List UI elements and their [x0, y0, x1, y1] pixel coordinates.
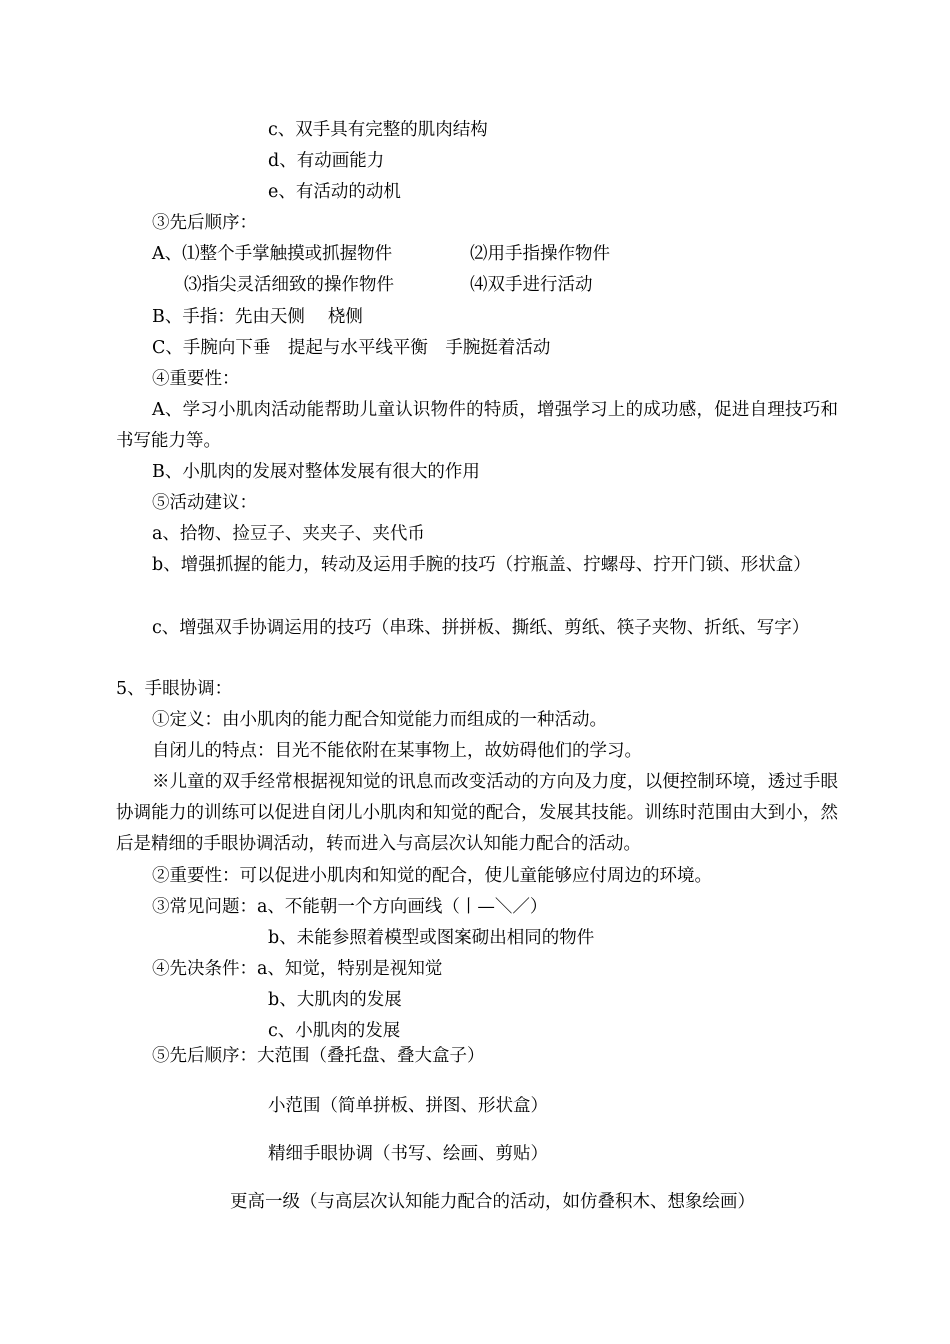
list-item: A、⑴整个手掌触摸或抓握物件	[152, 244, 393, 264]
list-item: ⑷双手进行活动	[470, 275, 593, 295]
section-heading: ⑤活动建议：	[152, 493, 257, 513]
paragraph: B、小肌肉的发展对整体发展有很大的作用	[152, 462, 480, 482]
list-item: b、增强抓握的能力，转动及运用手腕的技巧（拧瓶盖、拧螺母、拧开门锁、形状盒）	[152, 555, 811, 575]
list-item: ④先决条件：a、知觉，特别是视知觉	[152, 959, 443, 979]
paragraph: 自闭儿的特点：目光不能依附在某事物上，故妨碍他们的学习。	[152, 741, 642, 761]
paragraph: A、学习小肌肉活动能帮助儿童认识物件的特质，增强学习上的成功感，促进自理技巧和书写能力等。	[116, 400, 838, 451]
paragraph: ※儿童的双手经常根据视知觉的讯息而改变活动的方向及力度，以便控制环境，透过手眼协调能力的训练可以促进自闭儿小肌肉和知觉的配合，发展其技能。训练时范围由大到小，然后是精细的手眼协调活动，转而进入与高层次认知能力配合的活动。	[116, 772, 838, 854]
section-heading: ③先后顺序：	[152, 213, 257, 233]
list-item: b、大肌肉的发展	[268, 990, 402, 1010]
list-item: ⑶指尖灵活细致的操作物件	[184, 275, 394, 295]
paragraph: ②重要性：可以促进小肌肉和知觉的配合，使儿童能够应付周边的环境。	[152, 866, 712, 886]
section-heading: 5、手眼协调：	[116, 679, 233, 699]
list-item: 精细手眼协调（书写、绘画、剪贴）	[268, 1144, 548, 1164]
list-item: 小范围（简单拼板、拼图、形状盒）	[268, 1096, 548, 1116]
list-item: ③常见问题：a、不能朝一个方向画线（丨—＼／）	[152, 897, 548, 917]
list-item: e、有活动的动机	[268, 182, 401, 202]
paragraph: ①定义：由小肌肉的能力配合知觉能力而组成的一种活动。	[152, 710, 607, 730]
section-heading: ④重要性：	[152, 369, 240, 389]
list-item: ⑵用手指操作物件	[470, 244, 610, 264]
list-item: 更高一级（与高层次认知能力配合的活动，如仿叠积木、想象绘画）	[230, 1192, 755, 1212]
list-item: C、手腕向下垂 提起与水平线平衡 手腕挺着活动	[152, 338, 551, 358]
list-item: B、手指：先由天侧 桡侧	[152, 307, 363, 327]
list-item: a、拾物、捡豆子、夹夹子、夹代币	[152, 524, 425, 544]
list-item: c、增强双手协调运用的技巧（串珠、拼拼板、撕纸、剪纸、筷子夹物、折纸、写字）	[152, 618, 810, 638]
list-item: d、有动画能力	[268, 151, 385, 171]
list-item: ⑤先后顺序：大范围（叠托盘、叠大盒子）	[152, 1046, 485, 1066]
list-item: c、小肌肉的发展	[268, 1021, 401, 1041]
list-item: b、未能参照着模型或图案砌出相同的物件	[268, 928, 595, 948]
list-item: c、双手具有完整的肌肉结构	[268, 120, 488, 140]
